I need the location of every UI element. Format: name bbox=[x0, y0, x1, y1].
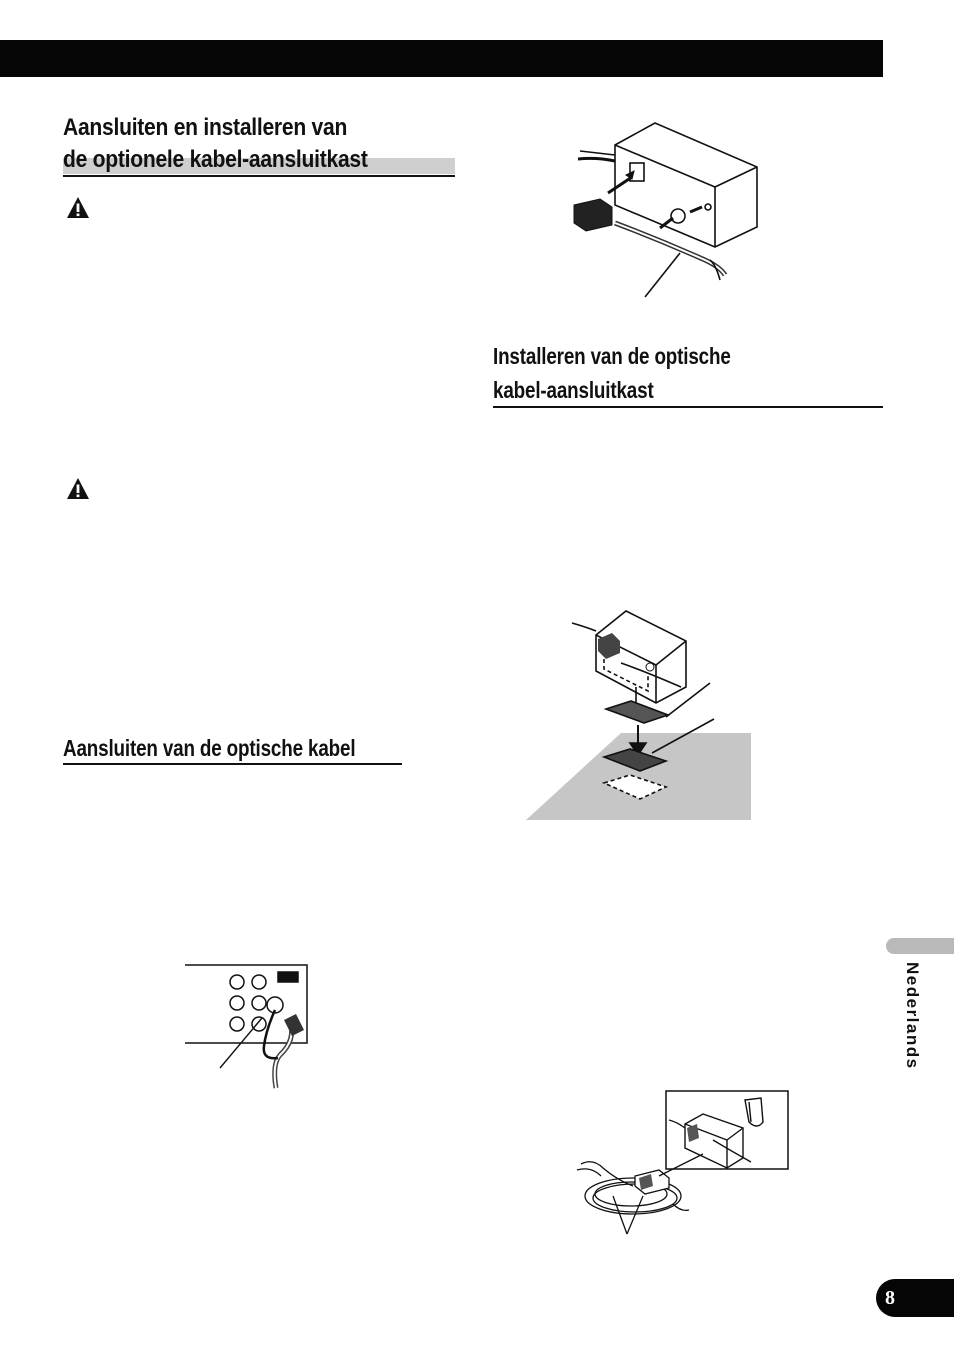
section-title-line2: de optionele kabel-aansluitkast bbox=[63, 146, 368, 173]
junction-box-connection-illustration bbox=[560, 115, 770, 305]
warning-triangle-icon bbox=[66, 477, 90, 501]
page-number: 8 bbox=[885, 1287, 895, 1309]
cable-bundle-illustration bbox=[573, 1088, 795, 1238]
subheading-install-box bbox=[493, 339, 731, 407]
section-title-line1: Aansluiten en installeren van bbox=[63, 114, 348, 141]
warning-triangle-icon bbox=[66, 196, 90, 220]
language-tab-marker bbox=[886, 938, 954, 954]
language-tab-label: Nederlands bbox=[903, 962, 922, 1070]
subheading-install-line1: Installeren van de optische bbox=[493, 343, 731, 369]
page-header-bar bbox=[0, 40, 883, 77]
subheading-underline bbox=[493, 406, 883, 408]
subheading-install-line2: kabel-aansluitkast bbox=[493, 377, 654, 403]
page-number-badge bbox=[876, 1279, 954, 1317]
optical-jack-panel-illustration bbox=[180, 960, 320, 1092]
box-mounting-illustration bbox=[526, 605, 752, 821]
subheading-underline bbox=[63, 763, 402, 765]
subheading-connect-cable: Aansluiten van de optische kabel bbox=[63, 735, 356, 761]
section-title bbox=[63, 112, 400, 176]
